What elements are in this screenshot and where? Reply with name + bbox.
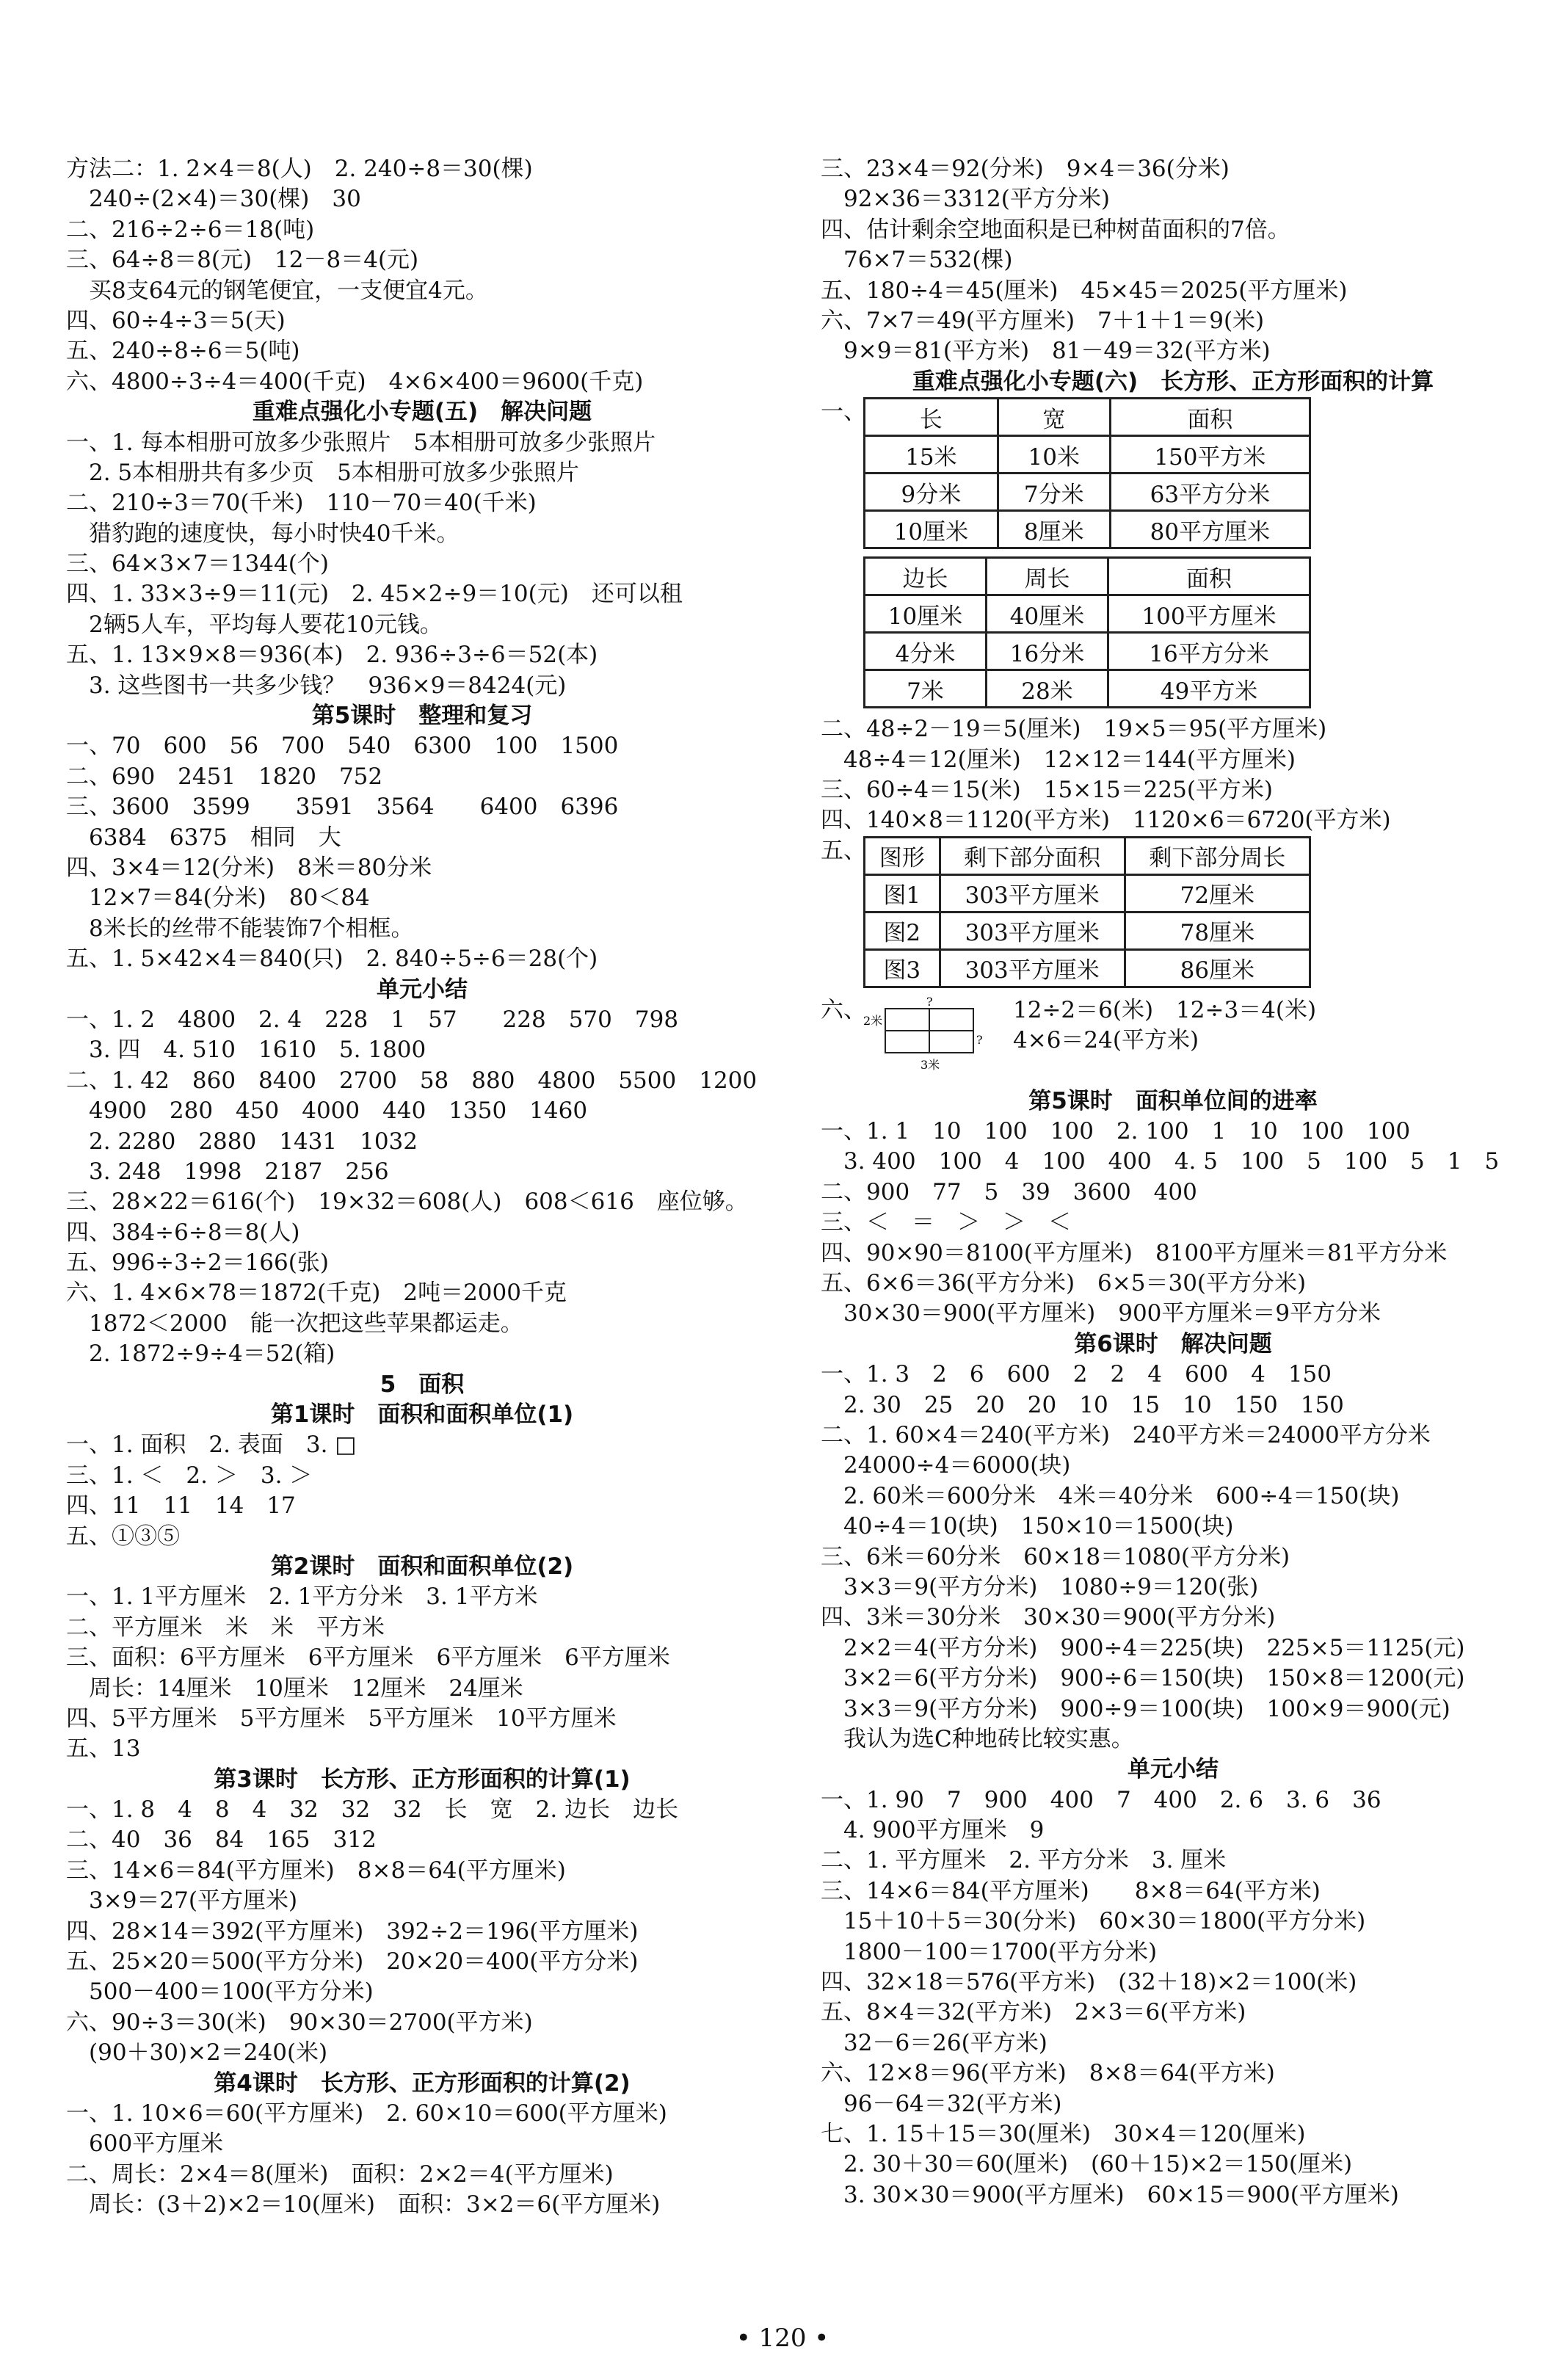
- answer-line: 五、13: [66, 1735, 141, 1763]
- table-cell: 72厘米: [1125, 874, 1310, 912]
- section-label: 一、: [821, 399, 866, 426]
- answer-line: 四、28×14＝392(平方厘米) 392÷2＝196(平方厘米): [66, 1918, 639, 1945]
- answer-line: 三、6米＝60分米 60×18＝1080(平方分米): [821, 1543, 1290, 1570]
- table-cell: 10米: [998, 436, 1110, 474]
- table-cell: 40厘米: [987, 595, 1108, 633]
- table-header-cell: 图形: [865, 837, 940, 874]
- answer-line: 6384 6375 相同 大: [66, 824, 341, 851]
- table-cell: 图1: [865, 874, 940, 912]
- right-column: [821, 154, 1525, 2210]
- answer-line: 三、1. ＜ 2. ＞ 3. ＞: [66, 1462, 313, 1489]
- answer-line: 2. 2280 2880 1431 1032: [66, 1128, 418, 1155]
- answer-line: 四、1. 33×3÷9＝11(元) 2. 45×2÷9＝10(元) 还可以租: [66, 581, 683, 608]
- answer-line: 四、90×90＝8100(平方厘米) 8100平方厘米＝81平方分米: [821, 1239, 1448, 1266]
- section-heading: 第3课时 长方形、正方形面积的计算(1): [214, 1766, 631, 1793]
- answer-line: 4×6＝24(平方米): [1013, 1027, 1199, 1054]
- answer-line: 三、面积：6平方厘米 6平方厘米 6平方厘米 6平方厘米: [66, 1644, 670, 1672]
- table-cell: 49平方米: [1108, 670, 1310, 708]
- answer-line: 三、14×6＝84(平方厘米) 8×8＝64(平方厘米): [66, 1857, 566, 1884]
- answer-line: 二、40 36 84 165 312: [66, 1826, 377, 1854]
- answer-line: 15＋10＋5＝30(分米) 60×30＝1800(平方分米): [821, 1908, 1366, 1935]
- table-row: [865, 633, 1310, 670]
- answer-line: 3. 400 100 4 100 400 4. 5 100 5 100 5 1 5: [821, 1148, 1500, 1175]
- answer-line: 500－400＝100(平方分米): [66, 1978, 374, 2006]
- table-row: [865, 670, 1310, 708]
- section-heading: 重难点强化小专题(六) 长方形、正方形面积的计算: [912, 368, 1434, 395]
- answer-line: 方法二：1. 2×4＝8(人) 2. 240÷8＝30(棵): [66, 156, 533, 182]
- answer-line: 48÷4＝12(厘米) 12×12＝144(平方厘米): [821, 746, 1296, 773]
- table-header-row: [865, 399, 1310, 436]
- answer-line: (90＋30)×2＝240(米): [66, 2039, 328, 2067]
- section-heading: 第5课时 面积单位间的进率: [1028, 1087, 1318, 1114]
- answer-line: 一、70 600 56 700 540 6300 100 1500: [66, 733, 619, 760]
- answer-line: 40÷4＝10(块) 150×10＝1500(块): [821, 1513, 1234, 1540]
- table-header-cell: 长: [865, 399, 998, 436]
- figure-answers: [1013, 995, 1316, 1056]
- answer-line: 4900 280 450 4000 440 1350 1460: [66, 1098, 588, 1125]
- table-cell: 150平方米: [1110, 436, 1310, 474]
- table-row: [865, 511, 1310, 548]
- answer-line: 3×3＝9(平方分米) 900÷9＝100(块) 100×9＝900(元): [821, 1695, 1450, 1722]
- section-label: 五、: [821, 837, 866, 864]
- answer-line: 二、210÷3＝70(千米) 110－70＝40(千米): [66, 490, 537, 517]
- table-row: [865, 874, 1310, 912]
- table-header-cell: 边长: [865, 558, 987, 595]
- answer-line: 六、4800÷3÷4＝400(千克) 4×6×400＝9600(千克): [66, 368, 644, 395]
- answer-line: 3×2＝6(平方分米) 900÷6＝150(块) 150×8＝1200(元): [821, 1665, 1465, 1692]
- answer-line: 三、23×4＝92(分米) 9×4＝36(分米): [821, 156, 1230, 182]
- answer-line: 五、①③⑤: [66, 1523, 180, 1550]
- answer-line: 三、64×3×7＝1344(个): [66, 551, 329, 578]
- answer-line: 3. 248 1998 2187 256: [66, 1158, 389, 1185]
- answer-line: 96－64＝32(平方米): [821, 2090, 1062, 2117]
- rectangle-figure-diagram: [863, 995, 988, 1084]
- answer-line: 五、180÷4＝45(厘米) 45×45＝2025(平方厘米): [821, 277, 1348, 304]
- answer-line: 猎豹跑的速度快，每小时快40千米。: [66, 520, 460, 547]
- table-cell: 图3: [865, 949, 940, 987]
- answer-line: 12÷2＝6(米) 12÷3＝4(米): [1013, 996, 1317, 1023]
- answer-line: 五、996÷3÷2＝166(张): [66, 1249, 329, 1277]
- answer-line: 2×2＝4(平方分米) 900÷4＝225(块) 225×5＝1125(元): [821, 1634, 1465, 1661]
- right-top-block: [821, 154, 1525, 397]
- answer-line: 四、32×18＝576(平方米) (32＋18)×2＝100(米): [821, 1969, 1357, 1996]
- table-cell: 303平方厘米: [940, 874, 1125, 912]
- table-cell: 图2: [865, 912, 940, 949]
- section-heading: 第1课时 面积和面积单位(1): [270, 1401, 574, 1429]
- table-block-3: [821, 836, 1525, 988]
- answer-line: 五、6×6＝36(平方分米) 6×5＝30(平方分米): [821, 1270, 1307, 1297]
- answer-line: 一、1. 2 4800 2. 4 228 1 57 228 570 798: [66, 1006, 679, 1033]
- table-header-cell: 宽: [998, 399, 1110, 436]
- answer-line: 六、90÷3＝30(米) 90×30＝2700(平方米): [66, 2009, 533, 2036]
- figure-label-left: 2米: [863, 1013, 883, 1028]
- answer-line: 四、384÷6÷8＝8(人): [66, 1219, 300, 1246]
- answer-line: 二、48÷2－19＝5(厘米) 19×5＝95(平方厘米): [821, 716, 1327, 743]
- answer-line: 四、3×4＝12(分米) 8米＝80分米: [66, 854, 432, 881]
- table-cell: 7分米: [998, 474, 1110, 511]
- answer-line: 买8支64元的钢笔便宜，一支便宜4元。: [66, 277, 488, 304]
- remaining-shape-table: [863, 836, 1311, 988]
- answer-line: 600平方厘米: [66, 2130, 224, 2158]
- answer-line: 三、＜ ＝ ＞ ＞ ＜: [821, 1209, 1071, 1236]
- table-header-cell: 剩下部分周长: [1125, 837, 1310, 874]
- table-header-cell: 周长: [987, 558, 1108, 595]
- answer-line: 一、1. 面积 2. 表面 3. □: [66, 1432, 357, 1459]
- section-heading: 第5课时 整理和复习: [311, 703, 533, 730]
- section-heading: 5 面积: [380, 1371, 465, 1398]
- answer-line: 四、140×8＝1120(平方米) 1120×6＝6720(平方米): [821, 807, 1391, 834]
- table-cell: 78厘米: [1125, 912, 1310, 949]
- table-row: [865, 912, 1310, 949]
- answer-line: 2. 1872÷9÷4＝52(箱): [66, 1340, 335, 1368]
- left-column: [66, 154, 778, 2221]
- figure-label-right: ?: [976, 1032, 983, 1047]
- square-area-table: [863, 556, 1311, 708]
- answer-line: 2. 30＋30＝60(厘米) (60＋15)×2＝150(厘米): [821, 2151, 1353, 2178]
- answer-line: 76×7＝532(棵): [821, 247, 1013, 274]
- answer-line: 2. 30 25 20 20 10 15 10 150 150: [821, 1391, 1344, 1418]
- answer-line: 四、11 11 14 17: [66, 1492, 296, 1520]
- table-cell: 8厘米: [998, 511, 1110, 548]
- answer-line: 五、8×4＝32(平方米) 2×3＝6(平方米): [821, 1999, 1246, 2026]
- answer-line: 三、64÷8＝8(元) 12－8＝4(元): [66, 247, 419, 274]
- answer-line: 1800－100＝1700(平方分米): [821, 1938, 1158, 1965]
- table-cell: 63平方分米: [1110, 474, 1310, 511]
- answer-line: 二、1. 平方厘米 2. 平方分米 3. 厘米: [821, 1847, 1227, 1874]
- answer-line: 三、14×6＝84(平方厘米) 8×8＝64(平方米): [821, 1877, 1321, 1904]
- answer-line: 一、1. 3 2 6 600 2 2 4 600 4 150: [821, 1361, 1332, 1388]
- answer-line: 三、3600 3599 3591 3564 6400 6396: [66, 794, 619, 821]
- page-number: • 120 •: [736, 2323, 829, 2353]
- section-heading: 重难点强化小专题(五) 解决问题: [252, 399, 592, 426]
- answer-line: 9×9＝81(平方米) 81－49＝32(平方米): [821, 338, 1271, 365]
- answer-line: 三、60÷4＝15(米) 15×15＝225(平方米): [821, 776, 1274, 803]
- answer-line: 4. 900平方厘米 9: [821, 1817, 1045, 1844]
- answer-line: 七、1. 15＋15＝30(厘米) 30×4＝120(厘米): [821, 2120, 1306, 2147]
- answer-line: 六、12×8＝96(平方米) 8×8＝64(平方米): [821, 2060, 1275, 2087]
- answer-line: 二、1. 60×4＝240(平方米) 240平方米＝24000平方分米: [821, 1421, 1431, 1448]
- answer-line: 五、1. 5×42×4＝840(只) 2. 840÷5÷6＝28(个): [66, 946, 598, 973]
- answer-line: 一、1. 1平方厘米 2. 1平方分米 3. 1平方米: [66, 1583, 538, 1611]
- table-cell: 303平方厘米: [940, 912, 1125, 949]
- answer-line: 二、216÷2÷6＝18(吨): [66, 216, 315, 243]
- answer-line: 2辆5人车，平均每人要花10元钱。: [66, 611, 443, 638]
- table-row: [865, 474, 1310, 511]
- table-header-row: [865, 558, 1310, 595]
- section-heading: 第2课时 面积和面积单位(2): [270, 1553, 574, 1580]
- table-cell: 86厘米: [1125, 949, 1310, 987]
- answer-line: 一、1. 1 10 100 100 2. 100 1 10 100 100: [821, 1118, 1411, 1145]
- answer-line: 二、周长：2×4＝8(厘米) 面积：2×2＝4(平方厘米): [66, 2160, 614, 2188]
- answer-line: 四、60÷4÷3＝5(天): [66, 307, 286, 334]
- table-cell: 10厘米: [865, 511, 998, 548]
- table-header-row: [865, 837, 1310, 874]
- table-cell: 15米: [865, 436, 998, 474]
- answer-line: 二、1. 42 860 8400 2700 58 880 4800 5500 1200: [66, 1067, 758, 1094]
- table-cell: 28米: [987, 670, 1108, 708]
- table-header-cell: 面积: [1108, 558, 1310, 595]
- answer-line: 2. 5本相册共有多少页 5本相册可放多少张照片: [66, 459, 579, 486]
- table-cell: 100平方厘米: [1108, 595, 1310, 633]
- table-row: [865, 436, 1310, 474]
- answer-line: 一、1. 8 4 8 4 32 32 32 长 宽 2. 边长 边长: [66, 1796, 679, 1824]
- answer-line: 92×36＝3312(平方分米): [821, 186, 1110, 213]
- answer-line: 三、28×22＝616(个) 19×32＝608(人) 608＜616 座位够。: [66, 1189, 748, 1216]
- answer-line: 周长：(3＋2)×2＝10(厘米) 面积：3×2＝6(平方厘米): [66, 2191, 661, 2218]
- table-row: [865, 949, 1310, 987]
- answer-line: 五、1. 13×9×8＝936(本) 2. 936÷3÷6＝52(本): [66, 642, 598, 669]
- table-cell: 9分米: [865, 474, 998, 511]
- answer-line: 四、3米＝30分米 30×30＝900(平方分米): [821, 1604, 1276, 1631]
- answer-line: 五、25×20＝500(平方分米) 20×20＝400(平方分米): [66, 1948, 639, 1976]
- answer-line: 32－6＝26(平方米): [821, 2029, 1047, 2056]
- section-heading: 第6课时 解决问题: [1074, 1330, 1272, 1357]
- answer-line: 四、5平方厘米 5平方厘米 5平方厘米 10平方厘米: [66, 1705, 617, 1732]
- section-heading: 第4课时 长方形、正方形面积的计算(2): [214, 2069, 631, 2097]
- rectangle-area-table: [863, 397, 1311, 549]
- table-cell: 7米: [865, 670, 987, 708]
- table-block-1: [821, 397, 1525, 708]
- section-label: 六、: [821, 996, 866, 1023]
- answer-line: 一、1. 10×6＝60(平方厘米) 2. 60×10＝600(平方厘米): [66, 2100, 667, 2127]
- section-heading: 单元小结: [1128, 1756, 1219, 1783]
- answer-line: 我认为选C种地砖比较实惠。: [821, 1725, 1134, 1752]
- table-cell: 16平方分米: [1108, 633, 1310, 670]
- table-group: [863, 397, 1311, 708]
- answer-line: 五、240÷8÷6＝5(吨): [66, 338, 300, 365]
- right-middle-block: [821, 714, 1525, 836]
- answer-line: 3×3＝9(平方分米) 1080÷9＝120(张): [821, 1573, 1259, 1600]
- figure-label-top: ?: [926, 995, 933, 1009]
- figure-block: [821, 995, 1525, 1084]
- answer-line: 12×7＝84(分米) 80＜84: [66, 885, 370, 912]
- answer-line: 24000÷4＝6000(块): [821, 1452, 1071, 1479]
- answer-line: 一、1. 每本相册可放多少张照片 5本相册可放多少张照片: [66, 429, 656, 456]
- answer-line: 3×9＝27(平方厘米): [66, 1887, 298, 1915]
- section-heading: 单元小结: [377, 976, 468, 1003]
- answer-line: 二、平方厘米 米 米 平方米: [66, 1614, 385, 1641]
- table-row: [865, 595, 1310, 633]
- table-cell: 80平方厘米: [1110, 511, 1310, 548]
- answer-line: 3. 四 4. 510 1610 5. 1800: [66, 1037, 426, 1064]
- answer-line: 30×30＝900(平方厘米) 900平方厘米＝9平方分米: [821, 1300, 1381, 1327]
- answer-line: 六、1. 4×6×78＝1872(千克) 2吨＝2000千克: [66, 1280, 567, 1307]
- answer-line: 2. 60米＝600分米 4米＝40分米 600÷4＝150(块): [821, 1482, 1400, 1509]
- answer-line: 一、1. 90 7 900 400 7 400 2. 6 3. 6 36: [821, 1786, 1381, 1813]
- figure-label-bottom: 3米: [921, 1057, 940, 1072]
- right-bottom-block: [821, 1086, 1525, 2210]
- answer-line: 240÷(2×4)＝30(棵) 30: [66, 186, 361, 213]
- table-header-cell: 剩下部分面积: [940, 837, 1125, 874]
- answer-line: 二、900 77 5 39 3600 400: [821, 1178, 1197, 1205]
- table-cell: 4分米: [865, 633, 987, 670]
- answer-line: 1872＜2000 能一次把这些苹果都运走。: [66, 1310, 523, 1337]
- answer-line: 二、690 2451 1820 752: [66, 763, 383, 790]
- answer-line: 四、估计剩余空地面积是已种树苗面积的7倍。: [821, 216, 1290, 243]
- answer-line: 六、7×7＝49(平方厘米) 7＋1＋1＝9(米): [821, 307, 1265, 334]
- answer-line: 8米长的丝带不能装饰7个相框。: [66, 915, 414, 942]
- table-header-cell: 面积: [1110, 399, 1310, 436]
- answer-line: 3. 30×30＝900(平方厘米) 60×15＝900(平方厘米): [821, 2181, 1399, 2208]
- table-cell: 10厘米: [865, 595, 987, 633]
- table-cell: 303平方厘米: [940, 949, 1125, 987]
- answer-line: 周长：14厘米 10厘米 12厘米 24厘米: [66, 1675, 523, 1702]
- answer-line: 3. 这些图书一共多少钱？ 936×9＝8424(元): [66, 672, 567, 699]
- table-cell: 16分米: [987, 633, 1108, 670]
